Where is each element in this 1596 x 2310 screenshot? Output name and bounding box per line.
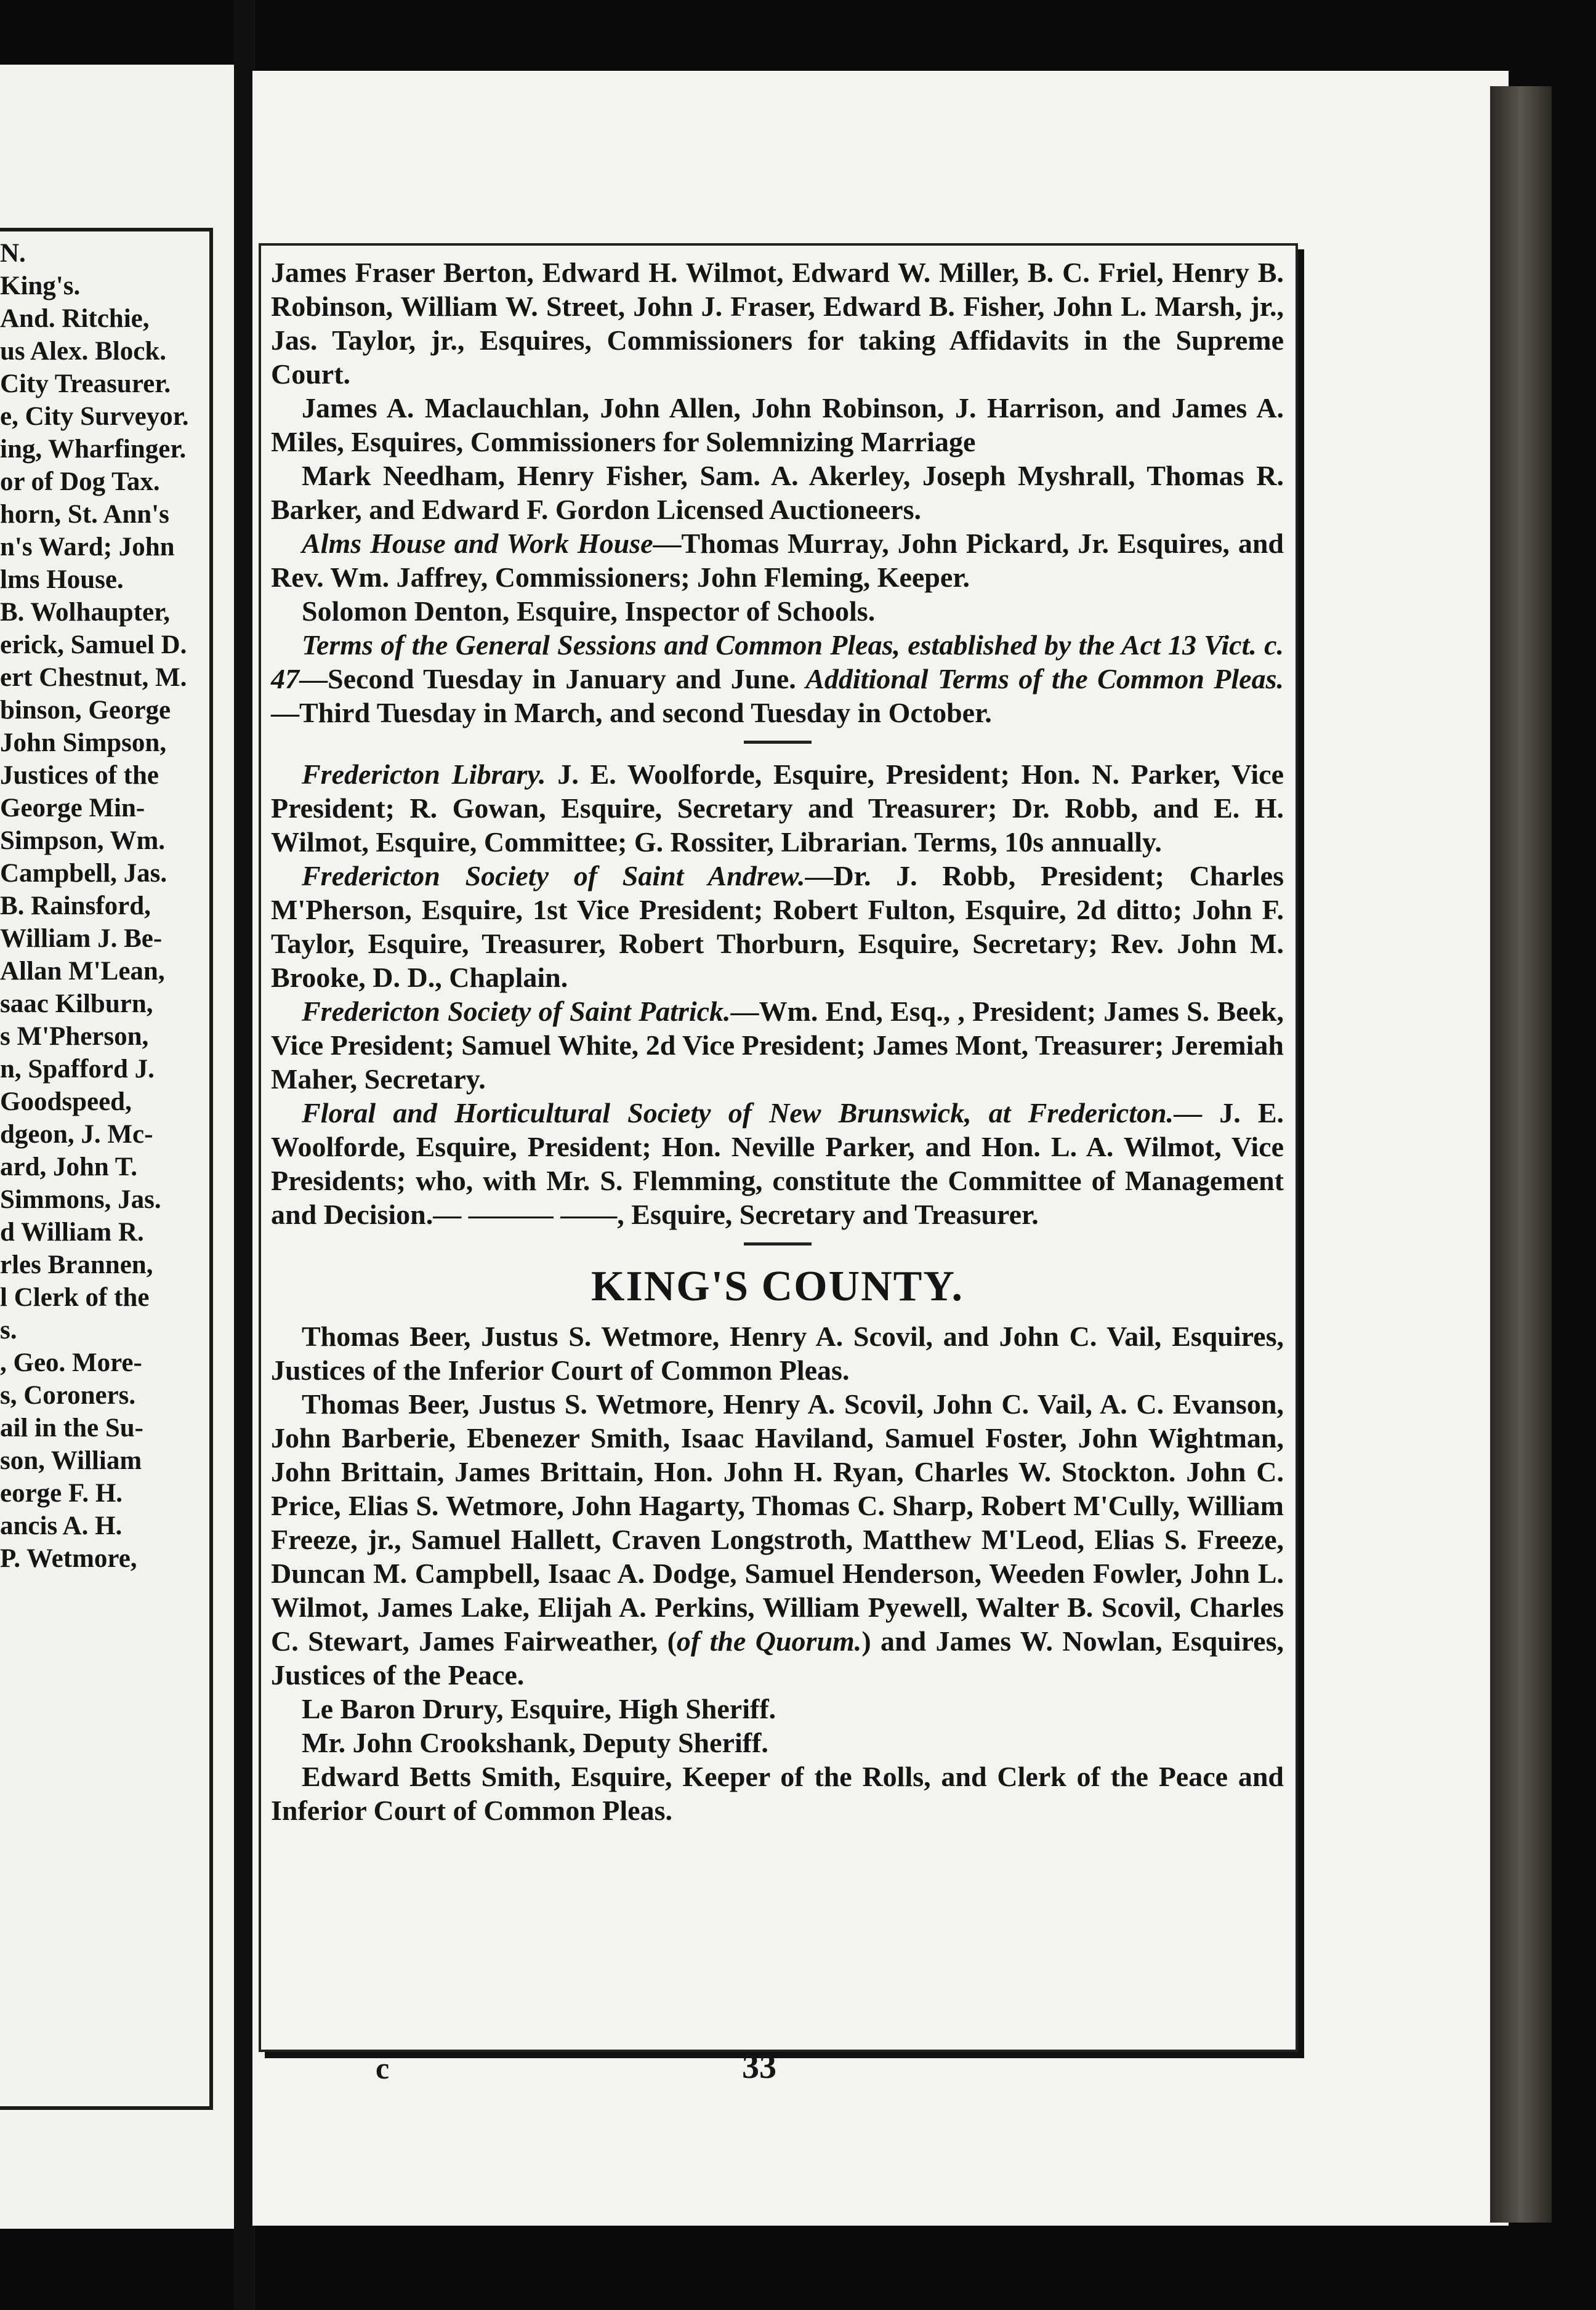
- left-page-line: Campbell, Jas.: [0, 859, 167, 888]
- floral-society-label: Floral and Horticultural Society of New Brunswick, at Fredericton.: [302, 1097, 1174, 1129]
- floral-society-text: — J. E. Woolforde, Esquire, President; Hon. Neville Parker, and Hon. L. A. Wilmot, Vice Presidents; who, with Mr. S. Flemming, constitute the Committee of Management and Decision.— ——— ——, Esquire, Secretary and Treasurer.: [271, 1097, 1284, 1230]
- left-page-line: Allan M'Lean,: [0, 957, 165, 986]
- left-page-line: erick, Samuel D.: [0, 630, 187, 659]
- left-page-line: ing, Wharfinger.: [0, 435, 187, 464]
- left-page-line: John Simpson,: [0, 728, 167, 757]
- left-page-line: Simpson, Wm.: [0, 826, 166, 855]
- commissioners-marriage: James A. Maclauchlan, John Allen, John Robinson, J. Harrison, and James A. Miles, Esquires, Commissioners for Solemnizing Marriage: [271, 392, 1284, 457]
- saint-patrick-label: Fredericton Society of Saint Patrick.: [302, 996, 731, 1027]
- left-page-line: binson, George: [0, 696, 171, 725]
- quorum-note: of the Quorum.: [676, 1625, 862, 1657]
- left-page-line: William J. Be-: [0, 924, 163, 953]
- left-page-line: And. Ritchie,: [0, 304, 150, 333]
- left-page-line: George Min-: [0, 794, 145, 823]
- left-page-line: ard, John T.: [0, 1153, 138, 1181]
- left-page-line: , Geo. More-: [0, 1348, 142, 1377]
- high-sheriff: Le Baron Drury, Esquire, High Sheriff.: [302, 1693, 776, 1724]
- inspector-of-schools: Solomon Denton, Esquire, Inspector of Schools.: [302, 595, 876, 627]
- left-page-text: [0, 237, 206, 1575]
- left-page-line: rles Brannen,: [0, 1250, 153, 1279]
- left-page-line: dgeon, J. Mc-: [0, 1120, 153, 1149]
- left-page-line: ancis A. H.: [0, 1511, 123, 1540]
- alms-house-label: Alms House and Work House: [302, 528, 653, 559]
- justices-list: Thomas Beer, Justus S. Wetmore, Henry A. Scovil, John C. Vail, A. C. Evanson, John Barberie, Ebenezer Smith, Isaac Haviland, Samuel Foster, John Wightman, John Brittain, James Brittain, Hon. John H. Ryan, Charles W. Stockton. John C. Price, Elias S. Wetmore, John Hagarty, Thomas C. Sharp, Robert M'Cully, William Freeze, jr., Samuel Hallett, Craven Longstroth, Matthew M'Leod, Elias S. Freeze, Duncan M. Campbell, Isaac A. Dodge, Samuel Henderson, Weeden Fowler, John L. Wilmot, James Lake, Elijah A. Perkins, William Pyewell, Walter B. Scovil, Charles C. Stewart, James Fairweather, (: [271, 1388, 1284, 1657]
- terms-of-sessions: [271, 628, 1284, 730]
- society-saint-patrick: [271, 994, 1284, 1096]
- floral-society: [271, 1096, 1284, 1231]
- terms-text: —Second Tuesday in January and June.: [299, 663, 796, 694]
- inferior-court-justices: Thomas Beer, Justus S. Wetmore, Henry A. Scovil, and John C. Vail, Esquires, Justices of the Inferior Court of Common Pleas.: [271, 1321, 1284, 1386]
- left-page-line: n, Spafford J.: [0, 1055, 155, 1084]
- left-page-line: N.: [0, 239, 26, 268]
- left-page-line: us Alex. Block.: [0, 337, 166, 366]
- left-page-line: d William R.: [0, 1218, 144, 1247]
- signature-mark: c: [376, 2051, 390, 2085]
- left-page-line: City Treasurer.: [0, 369, 171, 398]
- left-page: [0, 65, 234, 2229]
- left-page-line: ail in the Su-: [0, 1414, 143, 1443]
- alms-house: [271, 526, 1284, 594]
- additional-terms-label: Additional Terms of the Common Pleas.: [805, 663, 1284, 694]
- section-divider: [744, 741, 812, 744]
- left-page-line: Goodspeed,: [0, 1087, 132, 1116]
- alms-house-text: —Thomas Murray, John Pickard, Jr. Esquires, and Rev. Wm. Jaffrey, Commissioners; John Fleming, Keeper.: [271, 528, 1284, 593]
- saint-andrew-label: Fredericton Society of Saint Andrew.: [302, 860, 805, 891]
- justices-list-end: ) and James W. Nowlan, Esquires, Justices of the Peace.: [271, 1625, 1284, 1691]
- left-page-line: Simmons, Jas.: [0, 1185, 161, 1214]
- commissioners-affidavits: James Fraser Berton, Edward H. Wilmot, Edward W. Miller, B. C. Friel, Henry B. Robinson, William W. Street, John J. Fraser, Edward B. Fisher, John L. Marsh, jr., Jas. Taylor, jr., Esquires, Commissioners for taking Affidavits in the Supreme Court.: [271, 257, 1284, 390]
- page-number: 33: [742, 2048, 776, 2086]
- deputy-sheriff: Mr. John Crookshank, Deputy Sheriff.: [302, 1727, 768, 1758]
- left-page-line: eorge F. H.: [0, 1479, 123, 1508]
- left-page-line: lms House.: [0, 565, 124, 594]
- saint-andrew-text: —Dr. J. Robb, President; Charles M'Pherson, Esquire, 1st Vice President; Robert Fulton, Esquire, 2d ditto; John F. Taylor, Esquire, Treasurer, Robert Thorburn, Esquire, Secretary; Rev. John M. Brooke, D. D., Chaplain.: [271, 860, 1284, 993]
- justices-of-peace: [271, 1387, 1284, 1692]
- left-page-line: l Clerk of the: [0, 1283, 150, 1312]
- left-page-line: e, City Surveyor.: [0, 402, 189, 431]
- left-page-line: saac Kilburn,: [0, 989, 153, 1018]
- library-text: J. E. Woolforde, Esquire, President; Hon. N. Parker, Vice President; R. Gowan, Esquire, Secretary and Treasurer; Dr. Robb, and E. H. Wilmot, Esquire, Committee; G. Rossiter, Librarian. Terms, 10s annually.: [271, 759, 1284, 858]
- section-heading: KING'S COUNTY.: [591, 1263, 964, 1310]
- left-page-line: King's.: [0, 272, 81, 300]
- library-label: Fredericton Library.: [302, 759, 546, 790]
- left-page-line: B. Rainsford,: [0, 891, 151, 920]
- main-text: [271, 256, 1284, 1827]
- left-page-line: or of Dog Tax.: [0, 467, 160, 496]
- fredericton-library: [271, 757, 1284, 859]
- left-page-line: son, William: [0, 1446, 142, 1475]
- additional-terms-text: —Third Tuesday in March, and second Tuesday in October.: [271, 697, 992, 728]
- section-divider: [744, 1242, 812, 1246]
- auctioneers: Mark Needham, Henry Fisher, Sam. A. Akerley, Joseph Myshrall, Thomas R. Barker, and Edward F. Gordon Licensed Auctioneers.: [271, 460, 1284, 525]
- terms-label: Terms of the General Sessions and Common Pleas, established by the Act 13 Vict. c. 47: [271, 629, 1284, 694]
- left-page-line: n's Ward; John: [0, 533, 175, 561]
- left-page-line: s, Coroners.: [0, 1381, 136, 1410]
- left-page-line: P. Wetmore,: [0, 1544, 137, 1573]
- left-page-line: s.: [0, 1316, 17, 1345]
- society-saint-andrew: [271, 859, 1284, 994]
- left-page-line: Justices of the: [0, 761, 159, 790]
- saint-patrick-text: —Wm. End, Esq., , President; James S. Beek, Vice President; Samuel White, 2d Vice President; James Mont, Treasurer; Jeremiah Maher, Secretary.: [271, 996, 1284, 1095]
- keeper-of-rolls: Edward Betts Smith, Esquire, Keeper of the Rolls, and Clerk of the Peace and Inferior Court of Common Pleas.: [271, 1761, 1284, 1826]
- left-page-line: horn, St. Ann's: [0, 500, 169, 529]
- page-edge: [1490, 86, 1552, 2223]
- left-page-line: s M'Pherson,: [0, 1022, 149, 1051]
- left-page-line: B. Wolhaupter,: [0, 598, 171, 627]
- left-page-line: ert Chestnut, M.: [0, 663, 187, 692]
